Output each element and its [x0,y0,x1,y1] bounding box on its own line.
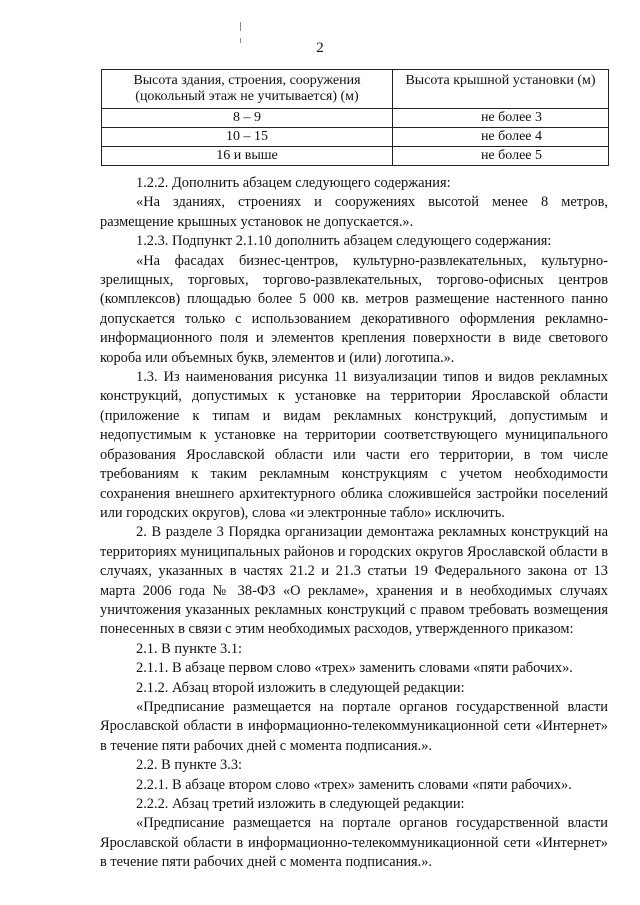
paragraph-quote: «Предписание размещается на портале органов государственной власти Ярославской области в информационно-телекоммуникационной сети «Интернет» в течение пяти рабочих дней с момента подписания.». [100,815,608,871]
table-row [102,147,609,166]
paragraph: 2. В разделе 3 Порядка организации демонтажа рекламных конструкций на территориях муниципальных районов и городских округов Ярославской области в случаях, указанных в частях 21.2 и 21.3 статьи 19 Федерального закона от 13 марта 2006 года № 38-ФЗ «О рекламе», хранения и в необходимых случаях уничтожения указанных рекламных конструкций с правом требовать возмещения понесенных в связи с этим необходимых расходов, утвержденного приказом: [100,524,608,638]
height-table [101,69,609,166]
page-number: 2 [316,40,324,56]
table-cell-roof-height: не более 5 [393,147,609,166]
table-cell-roof-height: не более 3 [393,109,609,128]
paragraph: 1.2.3. Подпункт 2.1.10 дополнить абзацем следующего содержания: [136,233,552,250]
paragraph-quote: «Предписание размещается на портале органов государственной власти Ярославской области в информационно-телекоммуникационной сети «Интернет» в течение пяти рабочих дней с момента подписания.». [100,698,608,754]
table-row [102,128,609,147]
paragraph-quote: «На зданиях, строениях и сооружениях высотой менее 8 метров, размещение крышных установок не допускается.». [100,194,608,230]
paragraph: 1.2.2. Дополнить абзацем следующего содержания: [136,175,451,191]
scan-mark [240,22,241,31]
table-header-building-height: Высота здания, строения, сооружения (цокольный этаж не учитывается) (м) [102,70,393,109]
scan-mark [240,38,241,43]
paragraph: 2.1.2. Абзац второй изложить в следующей редакции: [136,679,465,696]
paragraph: 2.2.2. Абзац третий изложить в следующей редакции: [136,796,465,812]
document-body [100,174,608,873]
paragraph-quote: «На фасадах бизнес-центров, культурно-развлекательных, культурно-зрелищных, торговых, торгово-развлекательных, торгово-офисных центров (комплексов) площадью более 5 000 кв. метров размещение настенного панно допускается только с использованием декоративного оформления рекламно-информационного поля и элементов крепления поверхности в виде светового короба или объемных букв, элементов и (или) логотипа.». [100,252,608,366]
table-header-row [102,70,609,109]
paragraph: 2.1.1. В абзаце первом слово «трех» заменить словами «пяти рабочих». [136,660,573,677]
table-cell-building-height: 10 – 15 [102,128,393,147]
table-cell-building-height: 8 – 9 [102,109,393,128]
paragraph: 1.3. Из наименования рисунка 11 визуализации типов и видов рекламных конструкций, допустимых к установке на территории Ярославской области (приложение к типам и видам рекламных конструкций, допустимым и недопустимым к установке на территории соответствующего муниципального образования Ярославской области или части его территории, в том числе требованиям к таким рекламным конструкциям с учетом необходимости сохранения внешнего архитектурного облика сложившейся застройки поселений или городских округов), слова «и электронные табло» исключить. [100,369,608,521]
table-cell-roof-height: не более 4 [393,128,609,147]
paragraph: 2.1. В пункте 3.1: [136,640,243,657]
paragraph: 2.2. В пункте 3.3: [136,757,243,774]
paragraph: 2.2.1. В абзаце втором слово «трех» заменить словами «пяти рабочих». [136,776,572,793]
table-row [102,109,609,128]
table-cell-building-height: 16 и выше [102,147,393,166]
table-header-roof-installation-height: Высота крышной установки (м) [393,70,609,109]
